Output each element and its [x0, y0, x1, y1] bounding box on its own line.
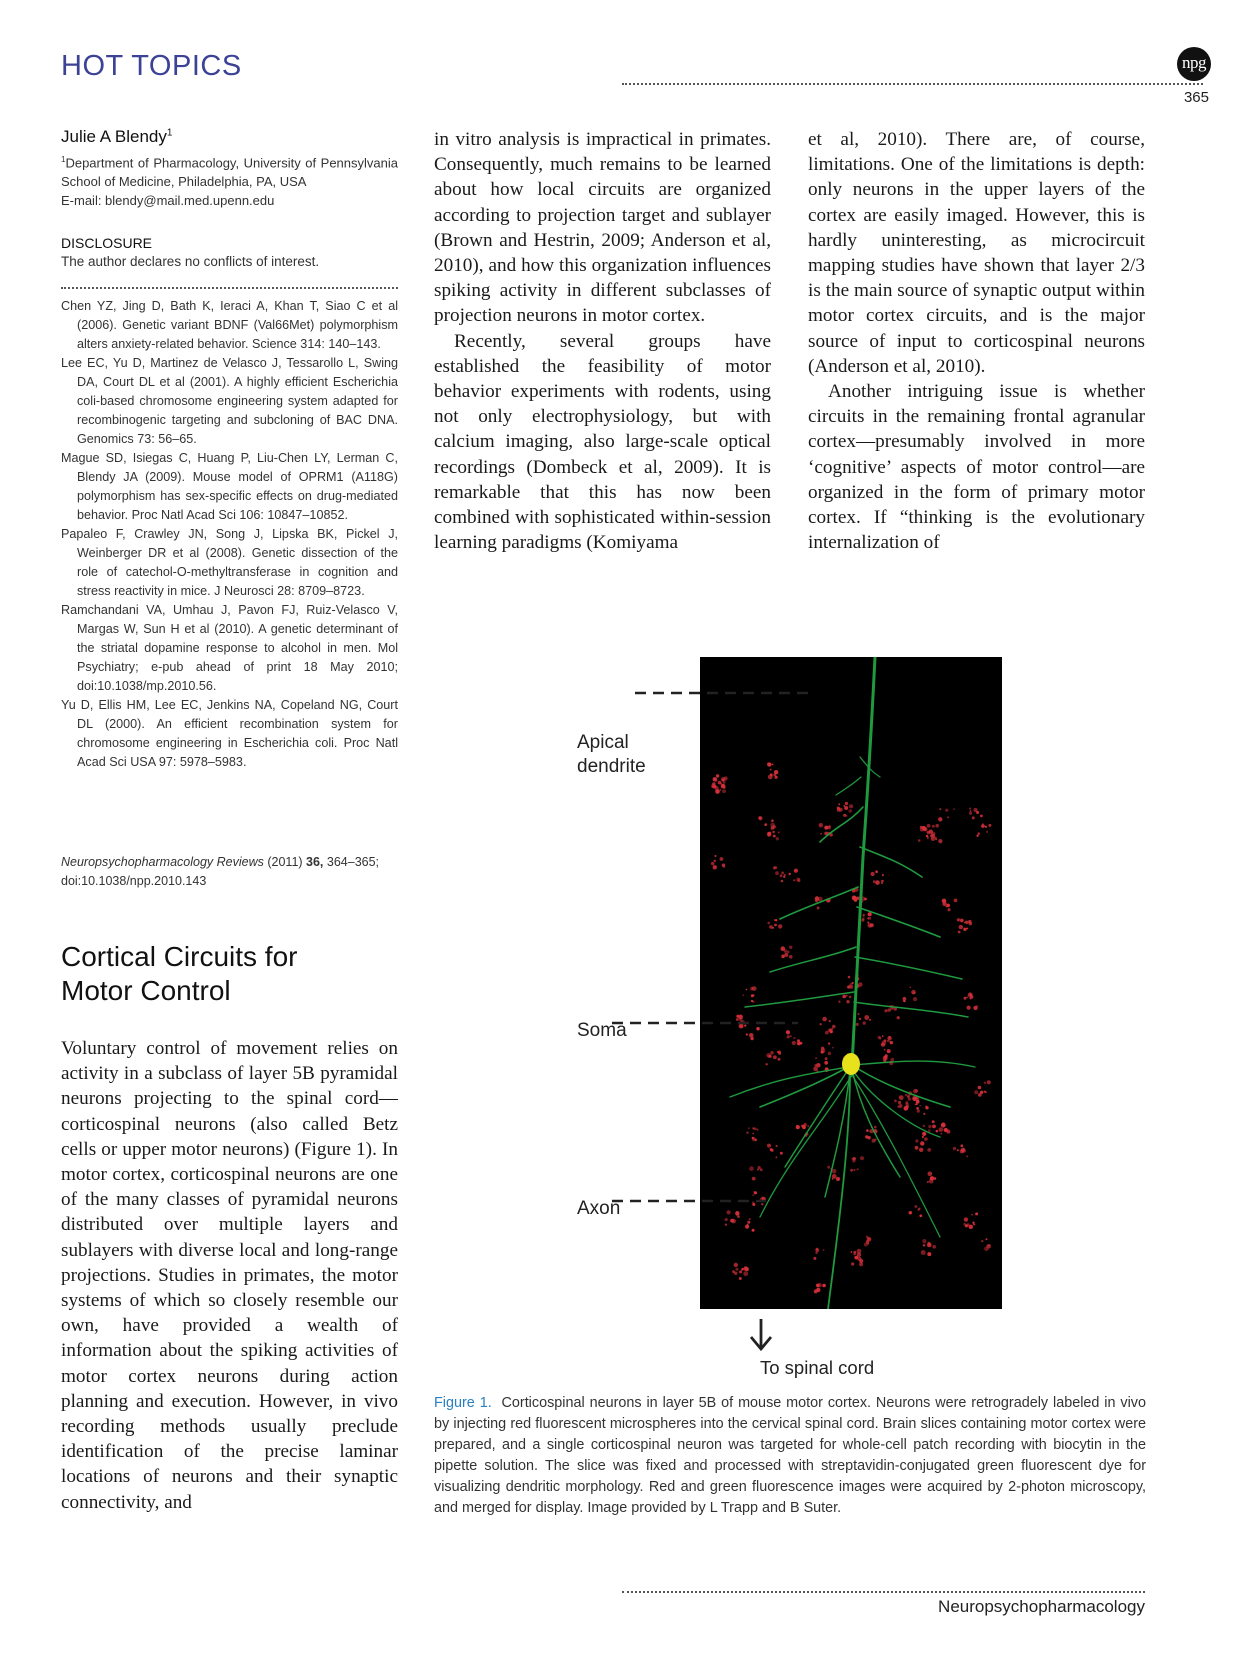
author-affiliation: [61, 150, 398, 191]
title-line-2: Motor Control: [61, 975, 231, 1006]
label-soma: Soma: [577, 1020, 627, 1041]
caption-label: Figure 1.: [434, 1395, 492, 1411]
affiliation-text: Department of Pharmacology, University of Pennsylvania School of Medicine, Philadelphia, PA, USA: [61, 155, 398, 190]
article-title: [61, 940, 401, 1008]
references-dotted-rule: [61, 287, 398, 289]
caption-text: Corticospinal neurons in layer 5B of mouse motor cortex. Neurons were retrogradely labeled in vivo by injecting red fluorescent microspheres into the cervical spinal cord. Brain slices containing motor cortex were prepared, and a single corticospinal neuron was targeted for whole-cell patch recording with biocytin in the pipette solution. The slice was fixed and processed with streptavidin-conjugated green fluorescent dye for visualizing dendritic morphology. Red and green fluorescence images were acquired by 2-photon microscopy, and merged for display. Image provided by L Trapp and B Suter.: [434, 1395, 1146, 1516]
figure-leader-lines: [570, 657, 1010, 1367]
npg-logo: npg: [1177, 47, 1211, 81]
author-name: [61, 127, 398, 147]
label-to-spinal-cord: To spinal cord: [760, 1357, 875, 1378]
figure-1: [570, 657, 1010, 1378]
citation-journal: Neuropsychopharmacology Reviews: [61, 855, 264, 869]
reference-item: Papaleo F, Crawley JN, Song J, Lipska BK, Pickel J, Weinberger DR et al (2008). Genetic dissection of the role of catechol-O-methyltransferase in cognition and stress reactivity in mice. J Neurosci 28: 8709–8723.: [61, 527, 398, 598]
author-superscript: 1: [166, 127, 173, 139]
section-heading: HOT TOPICS: [61, 50, 242, 82]
body-paragraph: Another intriguing issue is whether circuits in the remaining frontal agranular cortex—presumably involved in more ‘cognitive’ aspects of motor control—are organized in the form of primary motor cortex. If “thinking is the evolutionary internalization of: [808, 381, 1145, 554]
journal-citation: [61, 853, 398, 891]
reference-list: [61, 297, 398, 772]
label-apical-line-1: Apical: [577, 732, 629, 753]
footer-journal-name: Neuropsychopharmacology: [938, 1597, 1145, 1616]
reference-item: Chen YZ, Jing D, Bath K, Ieraci A, Khan T, Siao C et al (2006). Genetic variant BDNF (Val66Met) polymorphism alters anxiety-related behavior. Science 314: 140–143.: [61, 299, 398, 351]
body-paragraph: et al, 2010). There are, of course, limitations. One of the limitations is depth: only neurons in the upper layers of the cortex are easily imaged. However, this is hardly uninteresting, as microcircuit mapping studies have shown that layer 2/3 is the main source of synaptic output within motor cortex circuits, and is the major source of input to corticospinal neurons (Anderson et al, 2010).: [808, 129, 1145, 377]
affiliation-superscript: 1: [61, 155, 66, 164]
right-column-body: [808, 127, 1145, 555]
reference-item: Mague SD, Isiegas C, Huang P, Liu-Chen LY, Lerman C, Blendy JA (2009). Mouse model of OPRM1 (A118G) polymorphism has sex-specific effects on drug-mediated behavior. Proc Natl Acad Sci 106: 10847–10852.: [61, 451, 398, 522]
body-paragraph: Recently, several groups have established the feasibility of motor behavior experiments with rodents, using not only electrophysiology, but with calcium imaging, also large-scale optical recordings (Dombeck et al, 2009). It is remarkable that this has now been combined with sophisticated within-session learning paradigms (Komiyama: [434, 330, 771, 554]
label-axon: Axon: [577, 1198, 621, 1219]
body-paragraph: Voluntary control of movement relies on activity in a subclass of layer 5B pyramidal neurons projecting to the spinal cord—corticospinal neurons (also called Betz cells or upper motor neurons) (Figure 1). In motor cortex, corticospinal neurons are one of the many classes of pyramidal neurons distributed over multiple layers and sublayers with diverse local and long-range projections. Studies in primates, the motor systems of which so closely resemble our own, have provided a wealth of information about the spiking activities of motor cortex neurons during action planning and execution. However, in vivo recording methods usually preclude identification of the precise laminar locations of neurons and their synaptic connectivity, and: [61, 1038, 398, 1513]
citation-pages: 364–365;: [323, 855, 380, 869]
reference-item: Yu D, Ellis HM, Lee EC, Jenkins NA, Copeland NG, Court DL (2000). An efficient recombination system for chromosome engineering in Escherichia coli. Proc Natl Acad Sci USA 97: 5978–5983.: [61, 698, 398, 769]
citation-year: (2011): [263, 855, 307, 869]
author-email[interactable]: E-mail: blendy@mail.med.upenn.edu: [61, 193, 275, 209]
reference-item: Lee EC, Yu D, Martinez de Velasco J, Tessarollo L, Swing DA, Court DL et al (2001). A highly efficient Escherichia coli-based chromosome engineering system adapted for recombinogenic targeting and subcloning of BAC DNA. Genomics 73: 56–65.: [61, 356, 398, 446]
middle-column-body: [434, 127, 771, 555]
figure-caption: [434, 1393, 1146, 1519]
label-apical-line-2: dendrite: [577, 756, 646, 777]
author-block: [61, 127, 398, 210]
footer-dotted-rule: [622, 1591, 1145, 1593]
author-name-text: Julie A Blendy: [61, 127, 167, 146]
disclosure-text: The author declares no conflicts of interest.: [61, 254, 320, 269]
reference-item: Ramchandani VA, Umhau J, Pavon FJ, Ruiz-Velasco V, Margas W, Sun H et al (2010). A genetic determinant of the striatal dopamine response to alcohol in men. Mol Psychiatry; e-pub ahead of print 18 May 2010; doi:10.1038/mp.2010.56.: [61, 603, 398, 693]
title-line-1: Cortical Circuits for: [61, 941, 298, 972]
left-column-body: [61, 1036, 398, 1515]
header-dotted-rule: [622, 83, 1203, 85]
page-number: 365: [1183, 89, 1209, 106]
citation-volume: 36,: [306, 855, 324, 869]
disclosure-heading: DISCLOSURE: [61, 235, 153, 251]
citation-doi[interactable]: doi:10.1038/npp.2010.143: [61, 874, 207, 888]
body-paragraph: in vitro analysis is impractical in primates. Consequently, much remains to be learned about how local circuits are organized according to projection target and sublayer (Brown and Hestrin, 2009; Anderson et al, 2010), and how this organization influences spiking activity in different subclasses of projection neurons in motor cortex.: [434, 129, 771, 327]
